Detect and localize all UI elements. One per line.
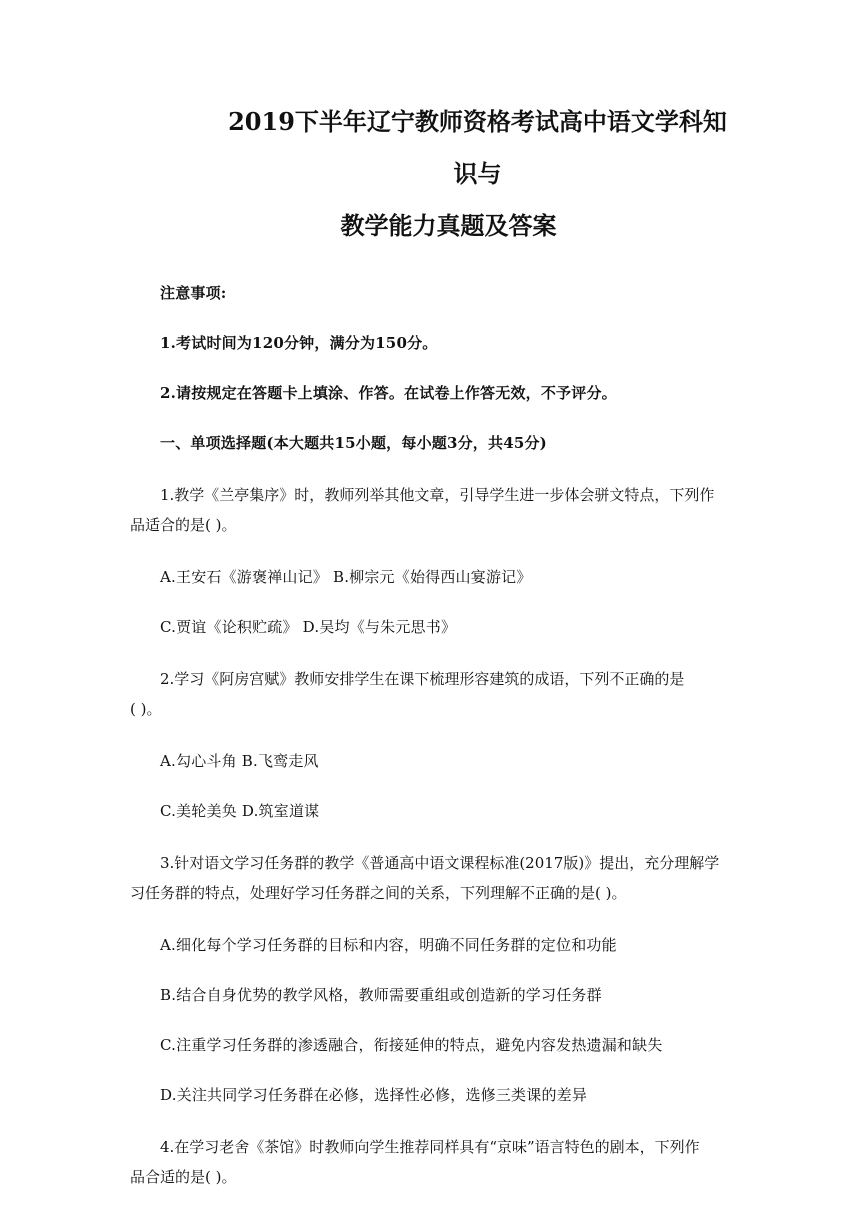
question-4-stem-line-1: 4.在学习老舍《茶馆》时教师向学生推荐同样具有“京味”语言特色的剧本，下列作 <box>160 1138 700 1156</box>
question-2-stem-line-2: ( )。 <box>130 700 162 718</box>
question-3-option-a: A.细化每个学习任务群的目标和内容，明确不同任务群的定位和功能 <box>160 936 617 954</box>
question-3-stem-line-1: 3.针对语文学习任务群的教学《普通高中语文课程标准(2017版)》提出，充分理解学 <box>160 854 720 872</box>
notice-item-2: 2.请按规定在答题卡上填涂、作答。在试卷上作答无效，不予评分。 <box>160 384 617 402</box>
document-body <box>130 280 737 1192</box>
question-3-option-d: D.关注共同学习任务群在必修，选择性必修，选修三类课的差异 <box>160 1086 588 1104</box>
document-title <box>160 0 737 252</box>
question-1 <box>130 480 737 540</box>
notice-item-1: 1.考试时间为120分钟，满分为150分。 <box>160 334 438 352</box>
question-2-stem-line-1: 2.学习《阿房宫赋》教师安排学生在课下梳理形容建筑的成语，下列不正确的是 <box>160 670 685 688</box>
question-3-stem-line-2: 习任务群的特点，处理好学习任务群之间的关系，下列理解不正确的是( )。 <box>130 884 627 902</box>
notice-heading: 注意事项: <box>160 284 227 302</box>
question-2-options-cd: C.美轮美奂 D.筑室道谋 <box>160 802 320 820</box>
question-3-option-b: B.结合自身优势的教学风格，教师需要重组或创造新的学习任务群 <box>160 986 602 1004</box>
section-heading-single-choice: 一、单项选择题(本大题共15小题，每小题3分，共45分) <box>160 434 547 452</box>
question-4-stem-line-2: 品合适的是( )。 <box>130 1168 237 1186</box>
question-1-options-ab: A.王安石《游褒禅山记》 B.柳宗元《始得西山宴游记》 <box>160 568 532 586</box>
question-3 <box>130 848 737 908</box>
question-3-option-c: C.注重学习任务群的渗透融合，衔接延伸的特点，避免内容发热遗漏和缺失 <box>160 1036 663 1054</box>
question-1-options-cd: C.贾谊《论积贮疏》 D.吴均《与朱元思书》 <box>160 618 457 636</box>
title-line-2: 教学能力真题及答案 <box>340 211 557 240</box>
question-2 <box>130 664 737 724</box>
question-1-stem-line-2: 品适合的是( )。 <box>130 516 237 534</box>
question-4 <box>130 1132 737 1192</box>
question-1-stem-line-1: 1.教学《兰亭集序》时，教师列举其他文章，引导学生进一步体会骈文特点，下列作 <box>160 486 715 504</box>
question-2-options-ab: A.勾心斗角 B.飞鸾走风 <box>160 752 319 770</box>
title-line-1: 2019下半年辽宁教师资格考试高中语文学科知识与 <box>228 107 727 188</box>
